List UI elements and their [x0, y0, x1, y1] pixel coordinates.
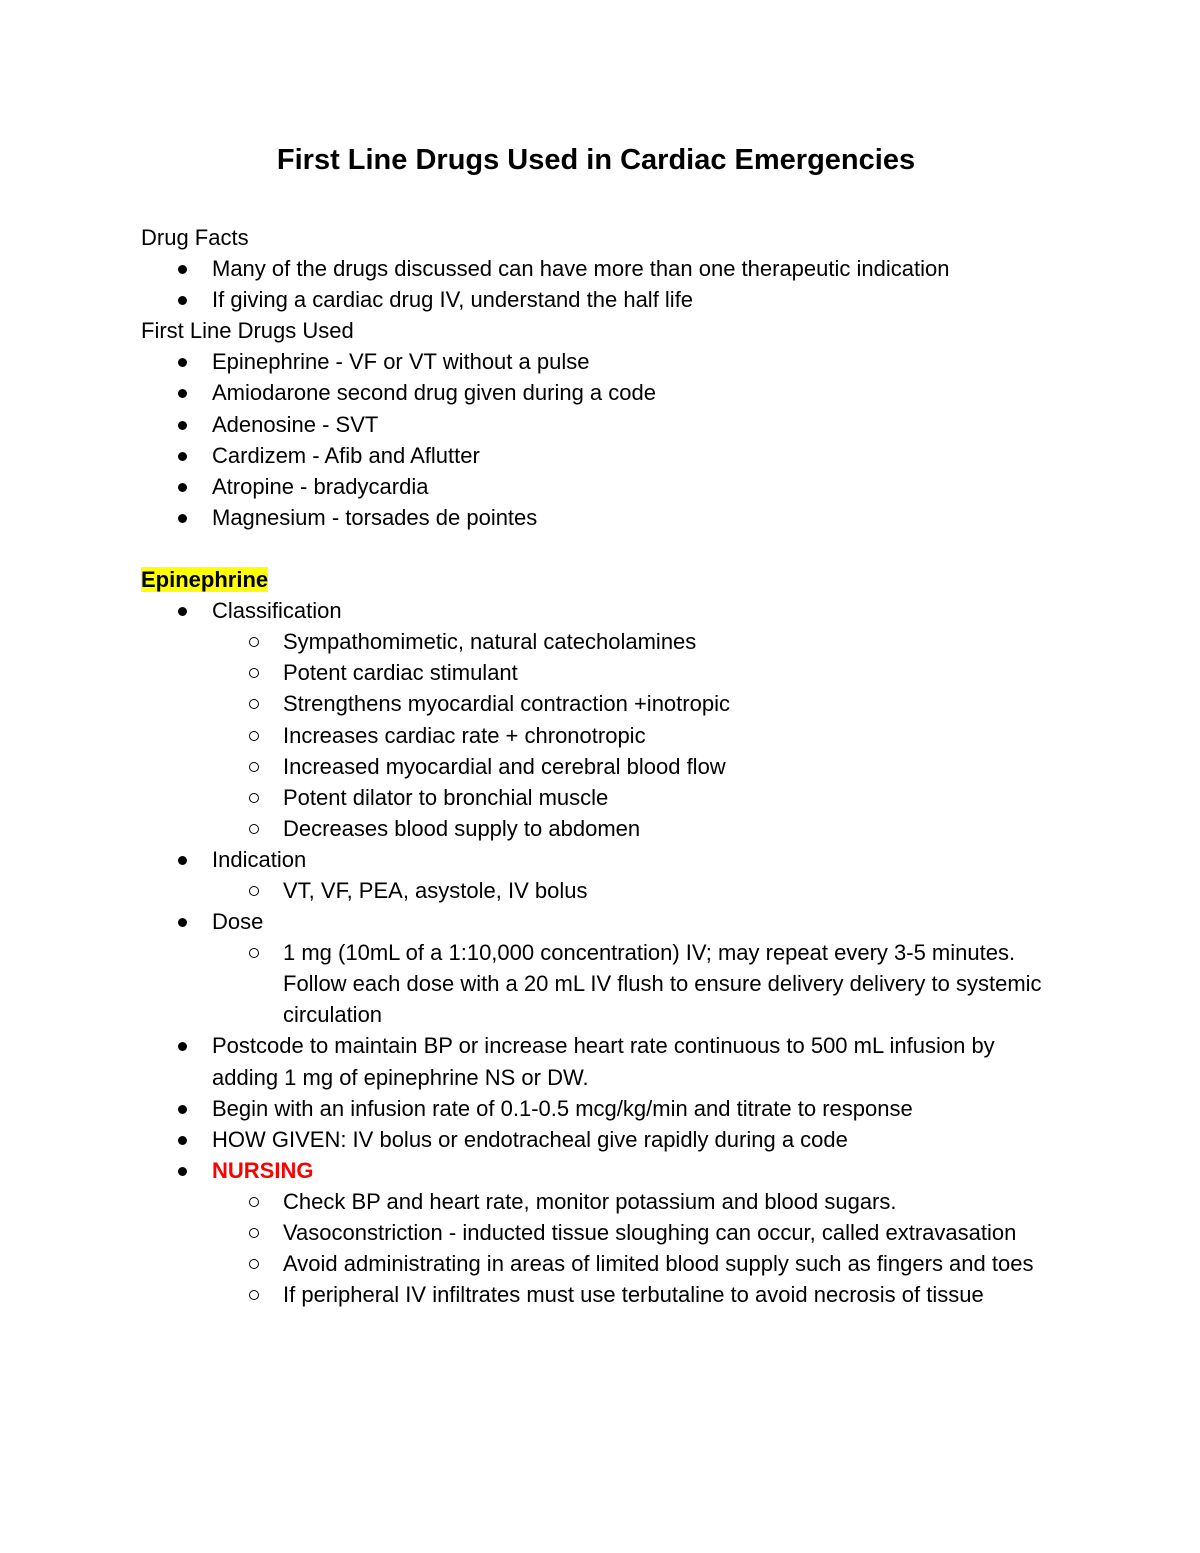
- nursing-item: [141, 1155, 1061, 1310]
- dose-item: [141, 906, 1061, 1030]
- postcode-item: Postcode to maintain BP or increase heart rate continuous to 500 mL infusion by adding 1 mg of epinephrine NS or DW.: [141, 1030, 1061, 1092]
- list-item: 1 mg (10mL of a 1:10,000 concentration) IV; may repeat every 3-5 minutes. Follow each dose with a 20 mL IV flush to ensure delivery delivery to systemic circulation: [212, 937, 1061, 1030]
- classification-label: Classification: [212, 598, 342, 624]
- infusion-item: Begin with an infusion rate of 0.1-0.5 mcg/kg/min and titrate to response: [141, 1093, 1061, 1124]
- list-item: Atropine - bradycardia: [141, 471, 1061, 502]
- list-item: If giving a cardiac drug IV, understand the half life: [141, 284, 1061, 315]
- list-item: Potent dilator to bronchial muscle: [212, 782, 1061, 813]
- blank-line: [141, 533, 1061, 564]
- dose-sublist: [212, 937, 1061, 1030]
- list-item: Potent cardiac stimulant: [212, 657, 1061, 688]
- how-given-item: HOW GIVEN: IV bolus or endotracheal give rapidly during a code: [141, 1124, 1061, 1155]
- list-item: Decreases blood supply to abdomen: [212, 813, 1061, 844]
- list-item: Magnesium - torsades de pointes: [141, 502, 1061, 533]
- list-item: VT, VF, PEA, asystole, IV bolus: [212, 875, 1061, 906]
- first-line-list: [141, 346, 1061, 533]
- indication-sublist: [212, 875, 1061, 906]
- list-item: Avoid administrating in areas of limited blood supply such as fingers and toes: [212, 1248, 1061, 1279]
- classification-item: [141, 595, 1061, 844]
- nursing-label: NURSING: [212, 1157, 314, 1183]
- list-item: Increased myocardial and cerebral blood flow: [212, 751, 1061, 782]
- epinephrine-list: [141, 595, 1061, 1310]
- list-item: Sympathomimetic, natural catecholamines: [212, 626, 1061, 657]
- list-item: Cardizem - Afib and Aflutter: [141, 440, 1061, 471]
- page-title: First Line Drugs Used in Cardiac Emergencies: [276, 144, 916, 176]
- document-body: [141, 222, 1061, 1310]
- classification-sublist: [212, 626, 1061, 844]
- nursing-sublist: [212, 1186, 1061, 1310]
- list-item: Adenosine - SVT: [141, 409, 1061, 440]
- list-item: Many of the drugs discussed can have more than one therapeutic indication: [141, 253, 1061, 284]
- list-item: Check BP and heart rate, monitor potassium and blood sugars.: [212, 1186, 1061, 1217]
- dose-label: Dose: [212, 909, 264, 935]
- list-item: Strengthens myocardial contraction +inotropic: [212, 688, 1061, 719]
- indication-label: Indication: [212, 846, 307, 872]
- indication-item: [141, 844, 1061, 906]
- list-item: Epinephrine - VF or VT without a pulse: [141, 346, 1061, 377]
- first-line-label: First Line Drugs Used: [141, 318, 354, 344]
- drug-facts-list: [141, 253, 1061, 315]
- epinephrine-heading-line: [141, 564, 1061, 595]
- list-item: Increases cardiac rate + chronotropic: [212, 720, 1061, 751]
- list-item: Amiodarone second drug given during a code: [141, 377, 1061, 408]
- drug-facts-label: Drug Facts: [141, 225, 249, 250]
- epinephrine-heading: Epinephrine: [141, 567, 269, 593]
- list-item: Vasoconstriction - inducted tissue sloughing can occur, called extravasation: [212, 1217, 1061, 1248]
- list-item: If peripheral IV infiltrates must use terbutaline to avoid necrosis of tissue: [212, 1279, 1061, 1310]
